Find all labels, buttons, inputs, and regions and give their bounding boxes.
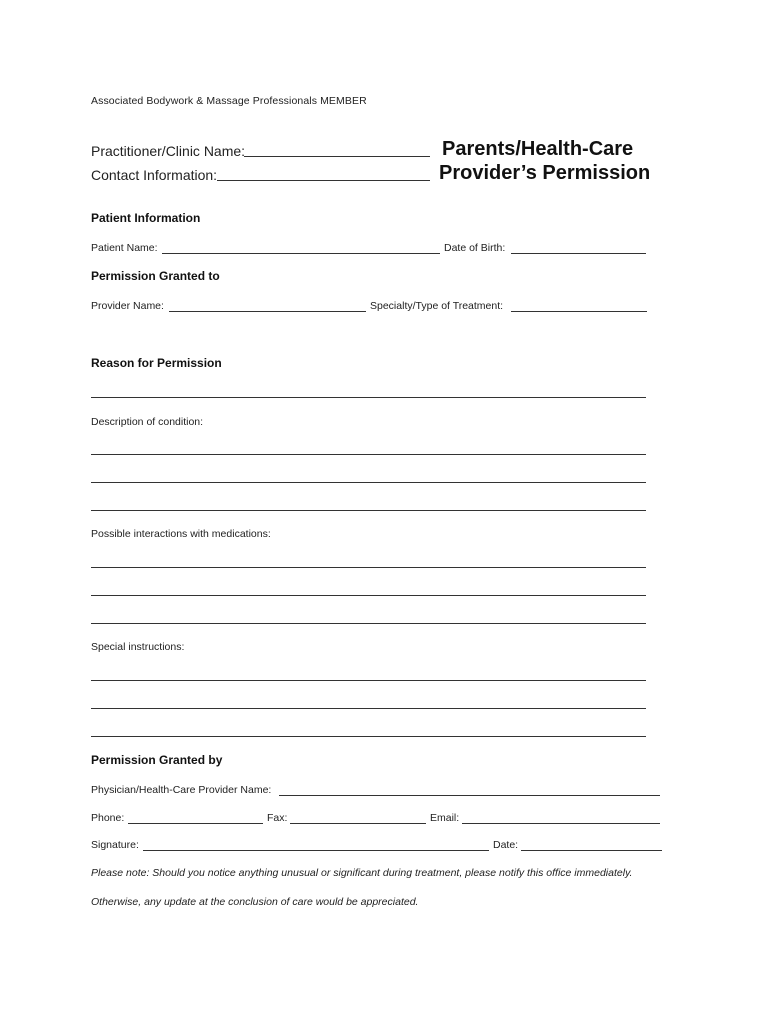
interactions-label: Possible interactions with medications:	[91, 528, 271, 540]
description-line[interactable]	[91, 510, 646, 511]
email-label: Email:	[430, 812, 460, 824]
physician-label: Physician/Health-Care Provider Name:	[91, 784, 272, 796]
practitioner-label: Practitioner/Clinic Name:	[91, 143, 246, 159]
reason-line[interactable]	[91, 397, 646, 398]
specialty-field[interactable]	[511, 311, 647, 312]
date-field[interactable]	[521, 850, 662, 851]
patient-name-label: Patient Name:	[91, 242, 158, 254]
form-title-line1: Parents/Health-Care	[442, 138, 634, 160]
signature-label: Signature:	[91, 839, 139, 851]
member-line: Associated Bodywork & Massage Professionals MEMBER	[91, 95, 367, 107]
permission-to-heading: Permission Granted to	[91, 269, 220, 283]
special-instructions-line[interactable]	[91, 736, 646, 737]
provider-name-label: Provider Name:	[91, 300, 164, 312]
fax-field[interactable]	[290, 823, 426, 824]
permission-by-heading: Permission Granted by	[91, 753, 223, 767]
signature-field[interactable]	[143, 850, 489, 851]
interactions-line[interactable]	[91, 567, 646, 568]
description-line[interactable]	[91, 454, 646, 455]
phone-field[interactable]	[128, 823, 263, 824]
physician-name-field[interactable]	[279, 795, 660, 796]
dob-field[interactable]	[511, 253, 646, 254]
contact-info-field[interactable]	[217, 180, 430, 181]
special-instructions-line[interactable]	[91, 708, 646, 709]
date-label: Date:	[493, 839, 519, 851]
note-update: Otherwise, any update at the conclusion of care would be appreciated.	[91, 896, 419, 908]
description-line[interactable]	[91, 482, 646, 483]
reason-heading: Reason for Permission	[91, 356, 222, 370]
patient-name-field[interactable]	[162, 253, 440, 254]
interactions-line[interactable]	[91, 595, 646, 596]
specialty-label: Specialty/Type of Treatment:	[370, 300, 504, 312]
provider-name-field[interactable]	[169, 311, 366, 312]
phone-label: Phone:	[91, 812, 125, 824]
dob-label: Date of Birth:	[444, 242, 506, 254]
practitioner-name-field[interactable]	[244, 156, 430, 157]
email-field[interactable]	[462, 823, 660, 824]
fax-label: Fax:	[267, 812, 288, 824]
patient-info-heading: Patient Information	[91, 211, 201, 225]
special-instructions-label: Special instructions:	[91, 641, 185, 653]
contact-label: Contact Information:	[91, 167, 218, 183]
special-instructions-line[interactable]	[91, 680, 646, 681]
interactions-line[interactable]	[91, 623, 646, 624]
form-title-line2: Provider’s Permission	[439, 162, 651, 184]
note-notify: Please note: Should you notice anything unusual or significant during treatment, please notify this office immediately.	[91, 867, 633, 879]
description-label: Description of condition:	[91, 416, 204, 428]
